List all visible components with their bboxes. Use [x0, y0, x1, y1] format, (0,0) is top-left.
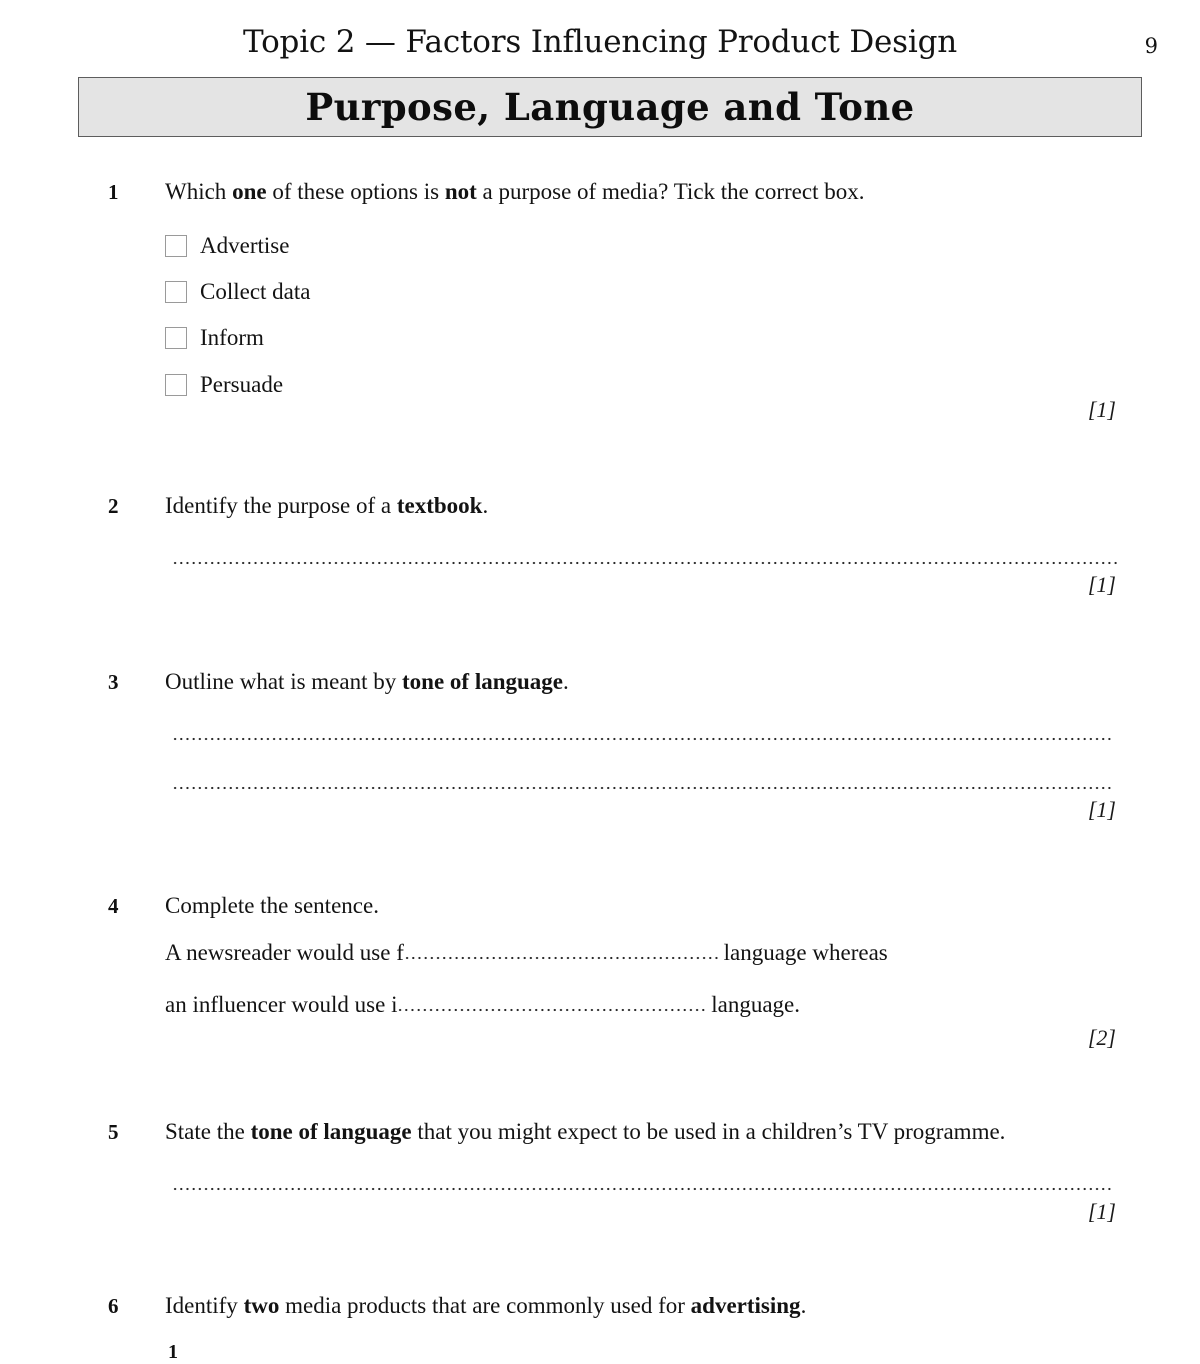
- question-2-prompt: Identify the purpose of a textbook.: [165, 493, 489, 518]
- option-row-collect-data[interactable]: [165, 278, 311, 306]
- sentence-1-before: A newsreader would use f: [165, 940, 404, 965]
- question-1-prompt: Which one of these options is not a purpose of media? Tick the correct box.: [165, 179, 865, 204]
- sentence-1-after: language whereas: [717, 940, 888, 965]
- checkbox-collect-data[interactable]: [165, 281, 187, 303]
- option-label-collect-data: Collect data: [200, 279, 311, 304]
- page-header: [0, 24, 1200, 70]
- option-row-persuade[interactable]: [165, 371, 283, 399]
- question-4-sentence-1: [165, 938, 888, 967]
- section-title-banner: [78, 77, 1142, 137]
- question-5-prompt: State the tone of language that you might expect to be used in a children’s TV programme.: [165, 1119, 1006, 1144]
- answer-line-q3-2[interactable]: [172, 786, 1112, 790]
- sentence-2-before: an influencer would use i: [165, 992, 398, 1017]
- page-header-title: Topic 2 — Factors Influencing Product Design: [243, 24, 957, 60]
- question-6-subitem-1: 1: [168, 1341, 178, 1363]
- question-5-marks: [1]: [1087, 1199, 1116, 1224]
- option-row-advertise[interactable]: [165, 232, 289, 260]
- option-label-advertise: Advertise: [200, 233, 290, 258]
- question-3-number: 3: [108, 670, 119, 694]
- checkbox-inform[interactable]: [165, 327, 187, 349]
- question-4-number: 4: [108, 894, 119, 918]
- checkbox-advertise[interactable]: [165, 235, 187, 257]
- question-6-prompt: Identify two media products that are commonly used for advertising.: [165, 1293, 807, 1318]
- question-4-prompt: Complete the sentence.: [165, 893, 379, 918]
- sentence-2-after: language.: [705, 992, 800, 1017]
- section-title: Purpose, Language and Tone: [305, 85, 915, 129]
- question-2-marks: [1]: [1087, 572, 1116, 597]
- question-1-marks: [1]: [1087, 397, 1116, 422]
- fill-blank-2[interactable]: [397, 990, 705, 1012]
- question-4-sentence-2: [165, 990, 800, 1019]
- option-label-inform: Inform: [200, 325, 264, 350]
- answer-line-q2-1[interactable]: [172, 561, 1118, 565]
- question-2-number: 2: [108, 494, 119, 518]
- question-5-number: 5: [108, 1120, 119, 1144]
- question-6-number: 6: [108, 1294, 119, 1318]
- option-label-persuade: Persuade: [200, 372, 284, 397]
- option-row-inform[interactable]: [165, 324, 264, 352]
- question-3-marks: [1]: [1087, 797, 1116, 822]
- question-1-number: 1: [108, 180, 119, 204]
- question-3-prompt: Outline what is meant by tone of language.: [165, 669, 569, 694]
- checkbox-persuade[interactable]: [165, 374, 187, 396]
- page-number: 9: [1144, 34, 1158, 58]
- fill-blank-1[interactable]: [404, 938, 718, 960]
- question-4-marks: [2]: [1087, 1025, 1116, 1050]
- answer-line-q5-1[interactable]: [172, 1187, 1112, 1191]
- answer-line-q3-1[interactable]: [172, 737, 1112, 741]
